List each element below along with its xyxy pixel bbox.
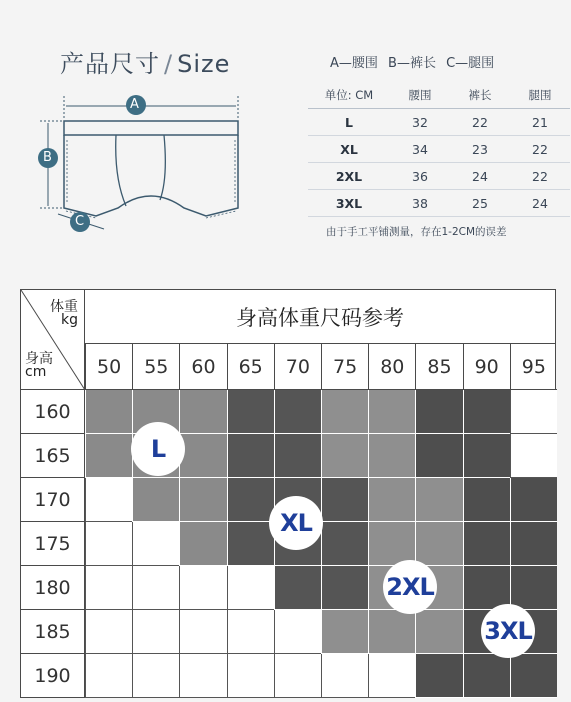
- weight-header-80: 80: [368, 344, 415, 390]
- size-cell-175-85: [415, 522, 462, 566]
- size-cell-170-60: [179, 478, 226, 522]
- size-cell-165-75: [321, 434, 368, 478]
- size-cell-170-55: [132, 478, 179, 522]
- value-cell: 32: [390, 109, 450, 136]
- size-cell-165-80: [368, 434, 415, 478]
- chart-title: 身高体重尺码参考: [85, 290, 555, 344]
- size-cell-160-60: [179, 390, 226, 434]
- size-cell-160-50: [85, 390, 132, 434]
- value-cell: 38: [390, 190, 450, 217]
- size-cell-170-85: [415, 478, 462, 522]
- title-separator: /: [164, 50, 174, 78]
- height-header-185: 185: [21, 610, 85, 654]
- weight-header-50: 50: [85, 344, 132, 390]
- size-cell-185-60: [179, 610, 226, 654]
- size-cell-190-50: [85, 654, 132, 698]
- value-cell: 22: [510, 136, 570, 163]
- title-english: Size: [177, 50, 231, 78]
- value-cell: 36: [390, 163, 450, 190]
- size-cell-190-95: [510, 654, 557, 698]
- size-cell-180-55: [132, 566, 179, 610]
- underwear-diagram: [36, 88, 276, 238]
- size-cell-165-85: [415, 434, 462, 478]
- measurement-table: [308, 82, 570, 217]
- value-cell: 24: [510, 190, 570, 217]
- weight-header-85: 85: [415, 344, 462, 390]
- size-cell-170-65: [227, 478, 274, 522]
- size-cell-190-85: [415, 654, 462, 698]
- size-cell-190-55: [132, 654, 179, 698]
- size-cell: L: [308, 109, 390, 136]
- height-unit: cm: [25, 364, 47, 380]
- size-badge-2xl: 2XL: [383, 560, 437, 614]
- size-cell: 3XL: [308, 190, 390, 217]
- size-cell: XL: [308, 136, 390, 163]
- unit-label: 单位: CM: [308, 82, 390, 109]
- table-row: [308, 109, 570, 136]
- size-cell-190-90: [463, 654, 510, 698]
- label-a: A: [130, 97, 139, 112]
- size-cell-180-60: [179, 566, 226, 610]
- weight-unit: kg: [61, 312, 78, 328]
- size-cell-160-80: [368, 390, 415, 434]
- size-cell-160-90: [463, 390, 510, 434]
- size-cell-165-60: [179, 434, 226, 478]
- column-leg: 腿围: [510, 82, 570, 109]
- size-cell: 2XL: [308, 163, 390, 190]
- size-cell-170-75: [321, 478, 368, 522]
- size-cell-175-95: [510, 522, 557, 566]
- height-label: 身高: [25, 351, 53, 367]
- size-cell-170-50: [85, 478, 132, 522]
- size-cell-175-90: [463, 522, 510, 566]
- column-waist: 腰围: [390, 82, 450, 109]
- weight-header-60: 60: [179, 344, 226, 390]
- size-cell-160-65: [227, 390, 274, 434]
- measurement-header-row: [308, 82, 570, 109]
- size-cell-185-80: [368, 610, 415, 654]
- table-row: [308, 163, 570, 190]
- size-cell-180-50: [85, 566, 132, 610]
- size-cell-160-75: [321, 390, 368, 434]
- value-cell: 34: [390, 136, 450, 163]
- size-cell-185-85: [415, 610, 462, 654]
- label-b: B: [43, 150, 52, 165]
- weight-label: 体重: [50, 299, 78, 315]
- size-cell-165-95: [510, 434, 557, 478]
- table-row: [308, 190, 570, 217]
- column-length: 裤长: [450, 82, 510, 109]
- height-header-170: 170: [21, 478, 85, 522]
- size-cell-175-75: [321, 522, 368, 566]
- size-cell-175-60: [179, 522, 226, 566]
- size-cell-185-65: [227, 610, 274, 654]
- weight-header-95: 95: [510, 344, 557, 390]
- size-cell-175-65: [227, 522, 274, 566]
- size-cell-190-75: [321, 654, 368, 698]
- size-cell-165-70: [274, 434, 321, 478]
- size-badge-l: L: [131, 422, 185, 476]
- size-cell-165-90: [463, 434, 510, 478]
- height-header-180: 180: [21, 566, 85, 610]
- value-cell: 25: [450, 190, 510, 217]
- page-title: [60, 44, 230, 79]
- size-cell-180-70: [274, 566, 321, 610]
- size-chart: [20, 289, 556, 698]
- size-cell-185-55: [132, 610, 179, 654]
- table-row: [308, 136, 570, 163]
- value-cell: 24: [450, 163, 510, 190]
- label-c: C: [75, 214, 85, 229]
- size-cell-160-85: [415, 390, 462, 434]
- size-cell-190-65: [227, 654, 274, 698]
- size-cell-190-80: [368, 654, 415, 698]
- height-header-165: 165: [21, 434, 85, 478]
- value-cell: 22: [450, 109, 510, 136]
- size-cell-160-70: [274, 390, 321, 434]
- size-cell-185-70: [274, 610, 321, 654]
- measurement-legend: A—腰围 B—裤长 C—腿围: [330, 56, 495, 71]
- measurement-note: 由于手工平铺测量，存在1-2CM的误差: [326, 226, 507, 238]
- size-cell-185-50: [85, 610, 132, 654]
- size-cell-175-50: [85, 522, 132, 566]
- size-cell-190-70: [274, 654, 321, 698]
- height-header-160: 160: [21, 390, 85, 434]
- size-cell-165-50: [85, 434, 132, 478]
- size-cell-165-65: [227, 434, 274, 478]
- weight-header-75: 75: [321, 344, 368, 390]
- size-badge-3xl: 3XL: [481, 604, 535, 658]
- size-cell-160-95: [510, 390, 557, 434]
- weight-header-65: 65: [227, 344, 274, 390]
- value-cell: 23: [450, 136, 510, 163]
- size-cell-185-75: [321, 610, 368, 654]
- size-cell-180-65: [227, 566, 274, 610]
- height-header-190: 190: [21, 654, 85, 698]
- value-cell: 22: [510, 163, 570, 190]
- size-cell-180-75: [321, 566, 368, 610]
- size-cell-170-80: [368, 478, 415, 522]
- weight-header-70: 70: [274, 344, 321, 390]
- value-cell: 21: [510, 109, 570, 136]
- weight-header-90: 90: [463, 344, 510, 390]
- size-cell-175-55: [132, 522, 179, 566]
- size-cell-190-60: [179, 654, 226, 698]
- size-cell-170-90: [463, 478, 510, 522]
- size-cell-170-95: [510, 478, 557, 522]
- weight-header-55: 55: [132, 344, 179, 390]
- size-badge-xl: XL: [269, 496, 323, 550]
- height-header-175: 175: [21, 522, 85, 566]
- chart-corner: [21, 290, 85, 390]
- title-chinese: 产品尺寸: [60, 50, 160, 78]
- size-cell-180-95: [510, 566, 557, 610]
